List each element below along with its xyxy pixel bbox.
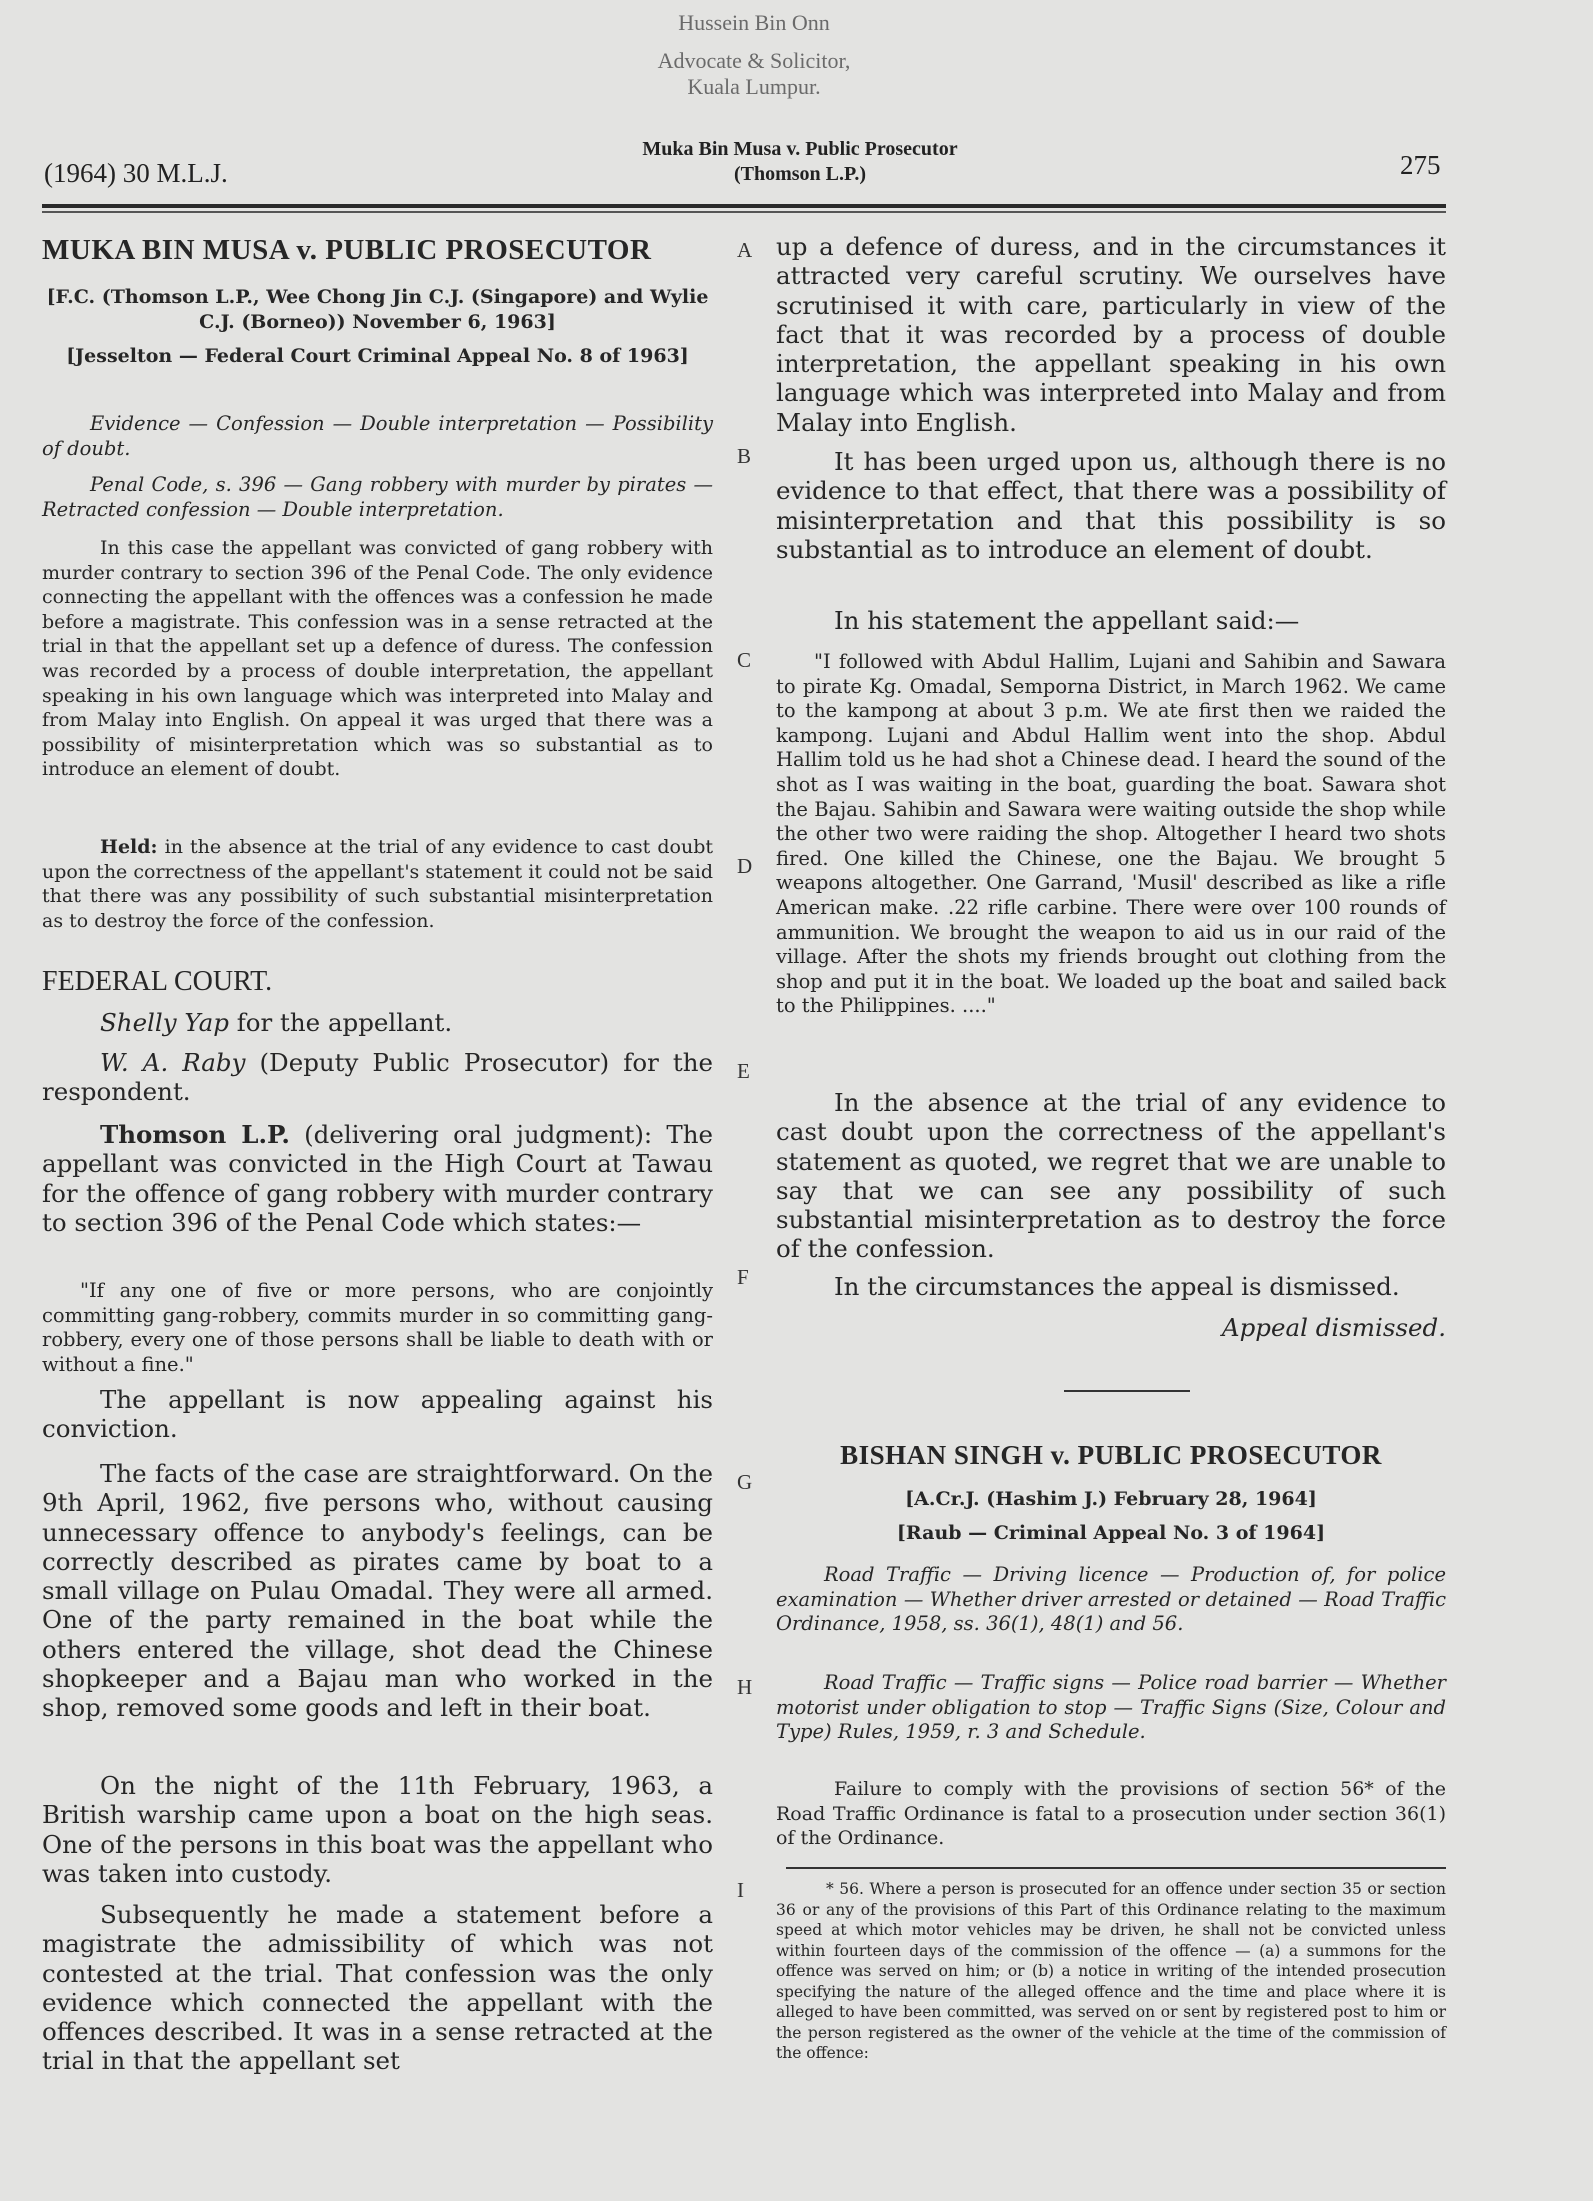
- header-rule: [42, 204, 1446, 208]
- judgment-paragraph: In the absence at the trial of any evidence to cast doubt upon the correctness of the appellant's statement as quoted, we regret that we are unable to say that we can see any possibility of such substantial misinterpretation as to destroy the force of the confession.: [776, 1088, 1446, 1264]
- running-title-case: Muka Bin Musa v. Public Prosecutor: [642, 138, 958, 160]
- ownership-stamp-line: Kuala Lumpur.: [687, 74, 821, 99]
- case-title: BISHAN SINGH v. PUBLIC PROSECUTOR: [840, 1440, 1382, 1470]
- judgment-intro: [42, 1120, 713, 1237]
- judgment-paragraph: The facts of the case are straightforward. On the 9th April, 1962, five persons who, without causing unnecessary offence to anybody's feelings, can be correctly described as pirates came by boat to a small village on Pulau Omadal. They were all armed. One of the party remained in the boat while the others entered the village, shot dead the Chinese shopkeeper and a Bajau man who worked in the shop, removed some goods and left in their boat.: [42, 1459, 713, 1723]
- footnote: * 56. Where a person is prosecuted for an offence under section 35 or section 36 or any of the provisions of this Part of this Ordinance relating to the maximum speed at which motor vehicles may be driven, he shall not be convicted unless within fourteen days of the commission of the offence — (a) a summons for the offence was served on him; or (b) a notice in writing of the intended prosecution specifying the nature of the alleged offence and the time and place where it is alleged to have been committed, was served on or sent by registered post to him or the person registered as the owner of the vehicle at the time of the commission of the offence:: [776, 1880, 1446, 2062]
- statute-quote: "If any one of five or more persons, who are conjointly committing gang-robbery, commits murder in so committing gang-robbery, every one of those persons shall be liable to death with or without a fine.": [42, 1279, 713, 1376]
- counsel-appellant: [42, 1008, 713, 1037]
- headnote-held: [42, 835, 713, 933]
- header-rule-thin: [42, 211, 1446, 213]
- counsel-name: Shelly Yap: [100, 1008, 229, 1037]
- ownership-stamp-line: Advocate & Solicitor,: [657, 48, 851, 73]
- held-label: Held:: [100, 836, 158, 858]
- case-separator-rule: [1064, 1390, 1190, 1392]
- judgment-paragraph: It has been urged upon us, although there is no evidence to that effect, that there was a possibility of misinterpretation and that this possibility is so substantial as to introduce an element of doubt.: [776, 447, 1446, 564]
- counsel-respondent: [42, 1048, 713, 1107]
- counsel-role: (Deputy Public Prosecutor) for the respondent.: [42, 1048, 713, 1107]
- judgment-paragraph: The appellant is now appealing against his conviction.: [42, 1385, 713, 1444]
- running-title: [420, 137, 1180, 187]
- margin-letter: H: [737, 1675, 753, 1699]
- catchwords: Penal Code, s. 396 — Gang robbery with murder by pirates — Retracted confession — Double interpretation.: [42, 473, 713, 521]
- margin-letter: G: [737, 1470, 753, 1494]
- judgment-paragraph: up a defence of duress, and in the circumstances it attracted very careful scrutiny. We ourselves have scrutinised it with care, particularly in view of the fact that it was recorded by a process of double interpretation, the appellant speaking in his own language which was interpreted into Malay and from Malay into English.: [776, 232, 1446, 437]
- footnote-rule: [786, 1867, 1446, 1869]
- ownership-stamp-line: Hussein Bin Onn: [678, 10, 830, 35]
- catchwords: Road Traffic — Driving licence — Production of, for police examination — Whether driver arrested or detained — Road Traffic Ordinance, 1958, ss. 36(1), 48(1) and 56.: [776, 1563, 1446, 1635]
- judgment-text: (delivering oral judgment): The appellant was convicted in the High Court at Tawau for the offence of gang robbery with murder contrary to section 396 of the Penal Code which states:—: [42, 1120, 713, 1237]
- judgment-paragraph: On the night of the 11th February, 1963, a British warship came upon a boat on the high seas. One of the persons in this boat was the appellant who was taken into custody.: [42, 1771, 713, 1888]
- margin-letter: E: [737, 1059, 750, 1083]
- margin-letter: D: [737, 854, 753, 878]
- court-heading: FEDERAL COURT.: [42, 966, 273, 997]
- appeal-number: [Raub — Criminal Appeal No. 3 of 1964]: [896, 1522, 1326, 1544]
- margin-letter: B: [737, 444, 752, 468]
- statement-quote: "I followed with Abdul Hallim, Lujani and Sahibin and Sawara to pirate Kg. Omadal, Semporna District, in March 1962. We came to the kampong at about 3 p.m. We ate first then we raided the kampong. Lujani and Abdul Hallim went into the shop. Abdul Hallim told us he had shot a Chinese dead. I heard the sound of the shot as I was waiting in the boat, guarding the boat. Sawara shot the Bajau. Sahibin and Sawara were waiting outside the shop while the other two were raiding the shop. Altogether I heard two shots fired. One killed the Chinese, one the Bajau. We brought 5 weapons altogether. One Garrand, 'Musil' described as like a rifle American make. .22 rifle carbine. There were over 100 rounds of ammunition. We brought the weapon to aid us in our raid of the village. After the shots my friends brought out clothing from the shop and put it in the boat. We loaded up the boat and sailed back to the Philippines. ....": [776, 650, 1446, 1018]
- judgment-paragraph: In his statement the appellant said:—: [834, 606, 1300, 635]
- case-title: MUKA BIN MUSA v. PUBLIC PROSECUTOR: [42, 234, 652, 266]
- held-text: in the absence at the trial of any evidence to cast doubt upon the correctness of the appellant's statement it could not be said that there was any possibility of such substantial misinterpretation as to destroy the force of the confession.: [42, 836, 713, 932]
- running-title-judge: (Thomson L.P.): [733, 163, 867, 185]
- margin-letter: I: [737, 1878, 744, 1902]
- page-number: 275: [1400, 150, 1441, 180]
- margin-letter: C: [737, 648, 752, 672]
- appeal-number: [Jesselton — Federal Court Criminal Appeal No. 8 of 1963]: [66, 345, 689, 367]
- coram: [F.C. (Thomson L.P., Wee Chong Jin C.J. (Singapore) and Wylie C.J. (Borneo)) November 6, 1963]: [46, 286, 709, 333]
- counsel-role: for the appellant.: [228, 1008, 453, 1037]
- catchwords: Road Traffic — Traffic signs — Police road barrier — Whether motorist under obligation to stop — Traffic Signs (Size, Colour and Type) Rules, 1959, r. 3 and Schedule.: [776, 1671, 1446, 1743]
- judge-name: Thomson L.P.: [100, 1120, 290, 1149]
- headnote-summary: In this case the appellant was convicted of gang robbery with murder contrary to section 396 of the Penal Code. The only evidence connecting the appellant with the offences was a confession he made before a magistrate. This confession was in a sense retracted at the trial in that the appellant set up a defence of duress. The confession was recorded by a process of double interpretation, the appellant speaking in his own language which was interpreted into Malay and from Malay into English. On appeal it was urged that there was a possibility of misinterpretation which was so substantial as to introduce an element of doubt.: [42, 537, 713, 781]
- headnote-summary: Failure to comply with the provisions of section 56* of the Road Traffic Ordinance is fatal to a prosecution under section 36(1) of the Ordinance.: [776, 1778, 1446, 1850]
- case-result: Appeal dismissed.: [1221, 1313, 1446, 1342]
- margin-letter: A: [737, 238, 753, 262]
- catchwords: Evidence — Confession — Double interpretation — Possibility of doubt.: [42, 412, 713, 460]
- judgment-paragraph: Subsequently he made a statement before a magistrate the admissibility of which was not contested at the trial. That confession was the only evidence which connected the appellant with the offences described. It was in a sense retracted at the trial in that the appellant set: [42, 1900, 713, 2076]
- report-citation: (1964) 30 M.L.J.: [44, 158, 228, 188]
- margin-letter: F: [737, 1265, 749, 1289]
- judgment-paragraph: In the circumstances the appeal is dismissed.: [834, 1272, 1400, 1301]
- coram: [A.Cr.J. (Hashim J.) February 28, 1964]: [905, 1488, 1317, 1510]
- counsel-name: W. A. Raby: [100, 1048, 246, 1077]
